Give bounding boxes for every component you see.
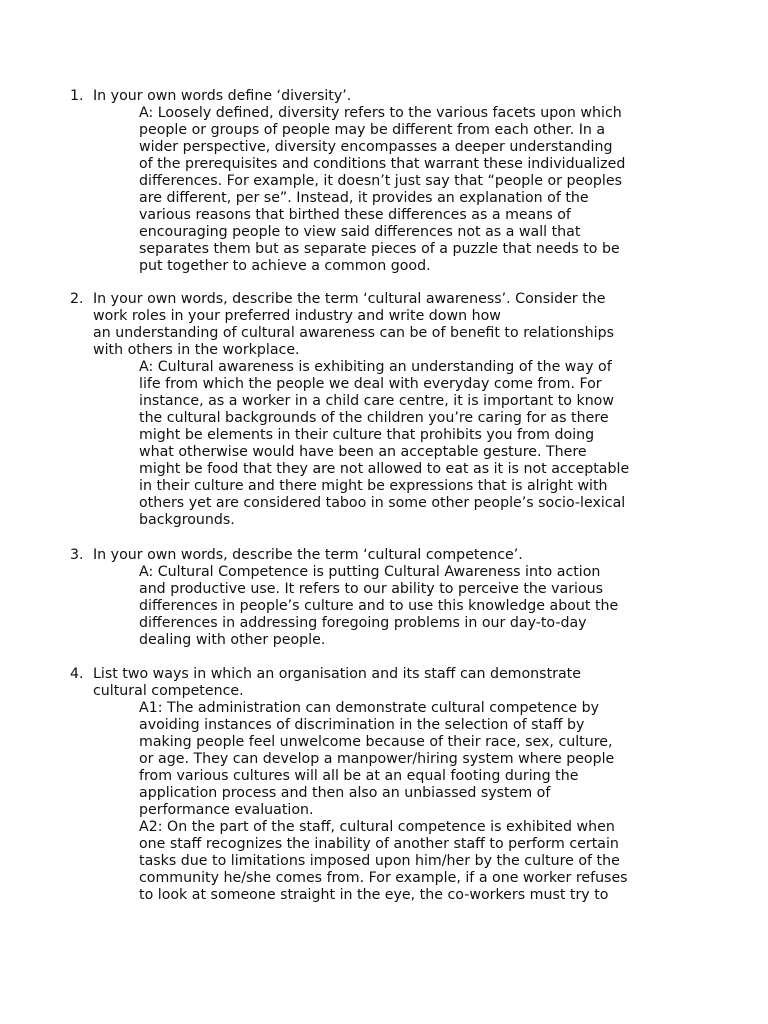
question-number: 4. bbox=[70, 666, 84, 682]
question-prompt bbox=[93, 291, 614, 359]
prompt-line: an understanding of cultural awareness can be of benefit to relationships bbox=[93, 325, 614, 341]
answer-line: A1: The administration can demonstrate cultural competence by bbox=[139, 700, 600, 716]
answer-line: making people feel unwelcome because of their race, sex, culture, bbox=[139, 734, 613, 750]
answer-line: others yet are considered taboo in some other people’s socio-lexical bbox=[139, 495, 626, 511]
answer-line: dealing with other people. bbox=[139, 632, 326, 648]
answer-line: one staff recognizes the inability of another staff to perform certain bbox=[139, 836, 619, 852]
answer-block bbox=[139, 105, 625, 275]
answer-line: might be elements in their culture that prohibits you from doing bbox=[139, 427, 595, 443]
answer-line: differences in people’s culture and to use this knowledge about the bbox=[139, 598, 619, 614]
question-number: 1. bbox=[70, 88, 84, 104]
answer-line: or age. They can develop a manpower/hiring system where people bbox=[139, 751, 615, 767]
answer-line: A: Cultural Competence is putting Cultural Awareness into action bbox=[139, 564, 601, 580]
answer-line: performance evaluation. bbox=[139, 802, 314, 818]
answer-line: of the prerequisites and conditions that warrant these individualized bbox=[139, 156, 626, 172]
answer-line: community he/she comes from. For example, if a one worker refuses bbox=[139, 870, 628, 886]
prompt-line: List two ways in which an organisation and its staff can demonstrate bbox=[93, 666, 581, 682]
prompt-line: In your own words define ‘diversity’. bbox=[93, 88, 352, 104]
answer-block bbox=[139, 564, 618, 649]
answer-line: differences. For example, it doesn’t just say that “people or peoples bbox=[139, 173, 622, 189]
prompt-line: work roles in your preferred industry and write down how bbox=[93, 308, 501, 324]
answer-line: wider perspective, diversity encompasses a deeper understanding bbox=[139, 139, 613, 155]
prompt-line: In your own words, describe the term ‘cultural awareness’. Consider the bbox=[93, 291, 606, 307]
prompt-line: with others in the workplace. bbox=[93, 342, 300, 358]
answer-line: tasks due to limitations imposed upon him/her by the culture of the bbox=[139, 853, 620, 869]
answer-line: the cultural backgrounds of the children you’re caring for as there bbox=[139, 410, 609, 426]
answer-line: A: Loosely defined, diversity refers to the various facets upon which bbox=[139, 105, 622, 121]
answer-line: put together to achieve a common good. bbox=[139, 258, 431, 274]
answer-block bbox=[139, 359, 629, 529]
question-number: 2. bbox=[70, 291, 84, 307]
question-prompt bbox=[93, 547, 523, 564]
answer-line: A2: On the part of the staff, cultural competence is exhibited when bbox=[139, 819, 615, 835]
answer-line: avoiding instances of discrimination in the selection of staff by bbox=[139, 717, 585, 733]
answer-line: and productive use. It refers to our ability to perceive the various bbox=[139, 581, 604, 597]
answer-line: in their culture and there might be expressions that is alright with bbox=[139, 478, 608, 494]
question-prompt bbox=[93, 666, 581, 700]
answer-line: instance, as a worker in a child care centre, it is important to know bbox=[139, 393, 614, 409]
answer-line: separates them but as separate pieces of a puzzle that needs to be bbox=[139, 241, 620, 257]
answer-line: to look at someone straight in the eye, the co-workers must try to bbox=[139, 887, 609, 903]
answer-line: backgrounds. bbox=[139, 512, 235, 528]
answer-line: are different, per se”. Instead, it provides an explanation of the bbox=[139, 190, 589, 206]
answer-line: various reasons that birthed these differences as a means of bbox=[139, 207, 571, 223]
answer-line: application process and then also an unbiassed system of bbox=[139, 785, 551, 801]
answer-block bbox=[139, 700, 628, 904]
question-number: 3. bbox=[70, 547, 84, 563]
answer-line: people or groups of people may be different from each other. In a bbox=[139, 122, 606, 138]
answer-line: from various cultures will all be at an equal footing during the bbox=[139, 768, 579, 784]
answer-line: might be food that they are not allowed to eat as it is not acceptable bbox=[139, 461, 630, 477]
answer-line: encouraging people to view said differences not as a wall that bbox=[139, 224, 581, 240]
answer-line: what otherwise would have been an acceptable gesture. There bbox=[139, 444, 587, 460]
question-prompt bbox=[93, 88, 351, 105]
answer-line: life from which the people we deal with everyday come from. For bbox=[139, 376, 602, 392]
prompt-line: In your own words, describe the term ‘cultural competence’. bbox=[93, 547, 523, 563]
prompt-line: cultural competence. bbox=[93, 683, 244, 699]
answer-line: differences in addressing foregoing problems in our day-to-day bbox=[139, 615, 587, 631]
answer-line: A: Cultural awareness is exhibiting an understanding of the way of bbox=[139, 359, 612, 375]
